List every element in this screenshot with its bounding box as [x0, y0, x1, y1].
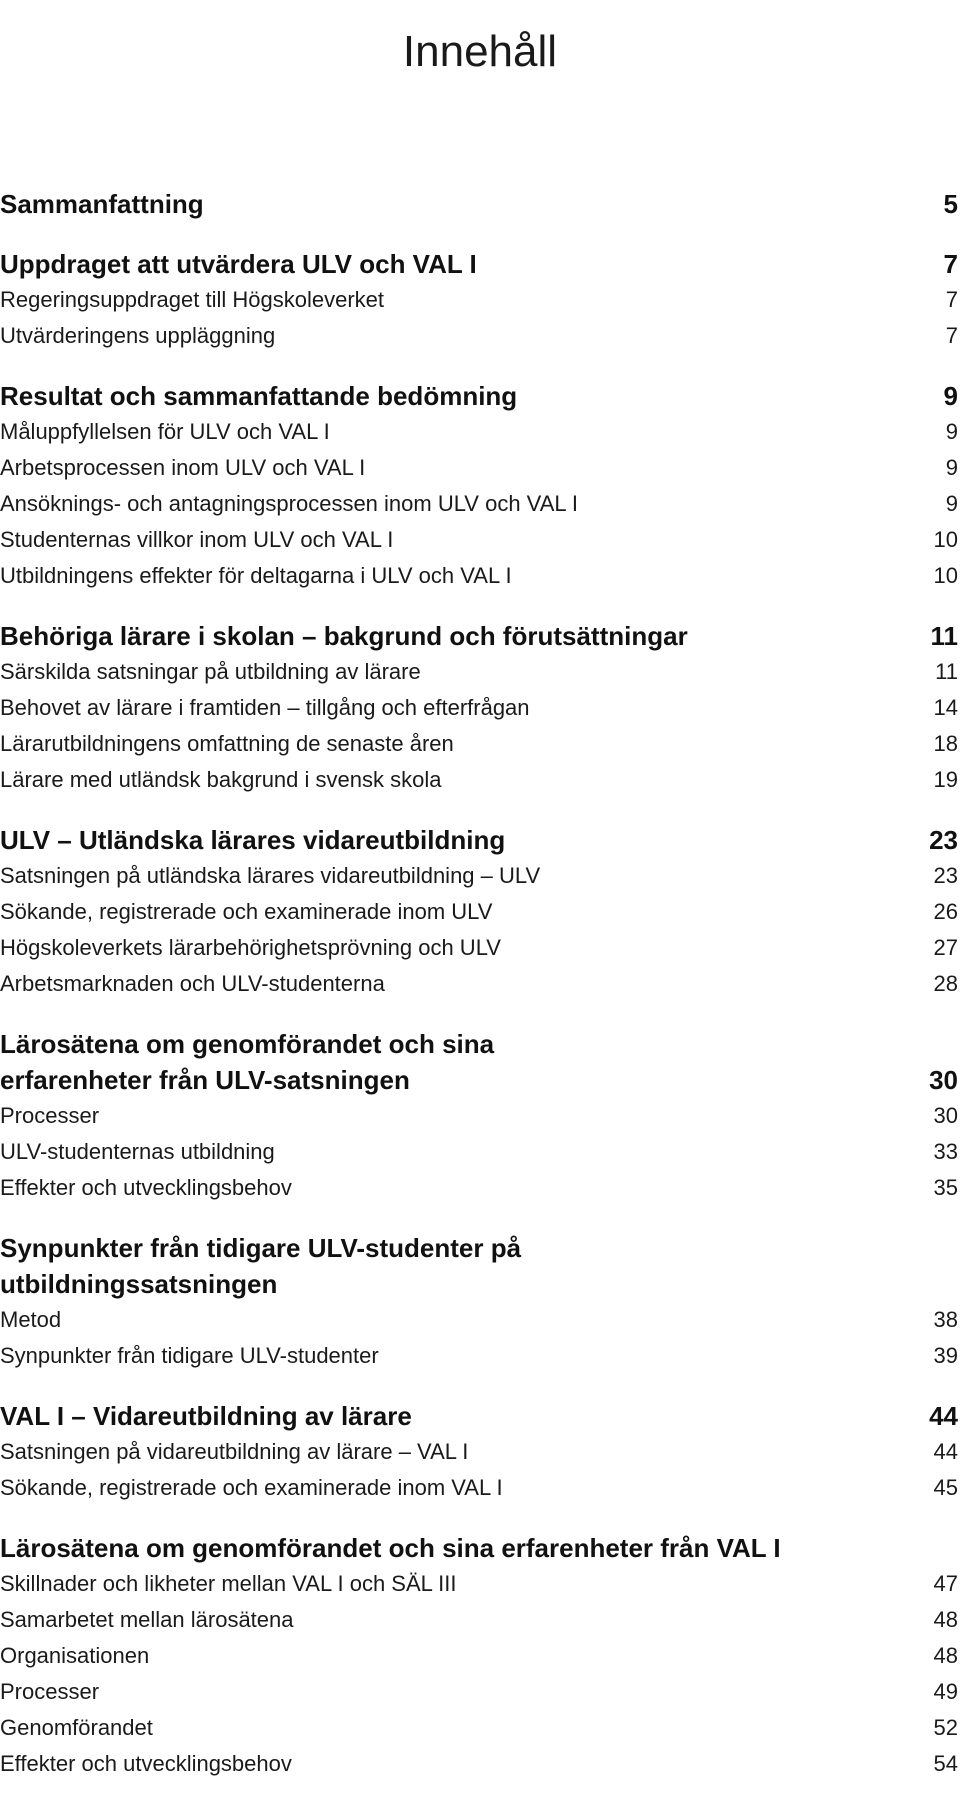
toc-section [0, 1026, 958, 1206]
toc-entry-page: 9 [945, 455, 958, 480]
toc-heading-page: 30 [929, 1065, 958, 1095]
toc-entry[interactable] [0, 450, 958, 486]
toc-entry-title: Sökande, registrerade och examinerade inom VAL I [0, 1475, 503, 1500]
toc-entry-title: Organisationen [0, 1643, 150, 1668]
toc-entry[interactable] [0, 726, 958, 762]
toc-entry-title: Processer [0, 1103, 100, 1128]
toc-entry-page: 10 [933, 527, 958, 552]
toc-entry-title: Utbildningens effekter för deltagarna i ULV och VAL I [0, 563, 512, 588]
toc-entry-title: Sökande, registrerade och examinerade inom ULV [0, 899, 493, 924]
toc-entry[interactable] [0, 1170, 958, 1206]
toc-entry-title: Arbetsmarknaden och ULV-studenterna [0, 971, 385, 996]
toc-heading-page: 23 [929, 825, 958, 855]
toc-entry-page: 39 [933, 1343, 958, 1368]
toc-entry[interactable] [0, 762, 958, 798]
toc-entry-title: Satsningen på vidareutbildning av lärare – VAL I [0, 1439, 469, 1464]
toc-heading[interactable] [0, 822, 958, 858]
toc-entry[interactable] [0, 1338, 958, 1374]
toc-heading-title: Sammanfattning [0, 189, 204, 219]
toc-heading-title: Resultat och sammanfattande bedömning [0, 381, 518, 411]
toc-heading-page: 7 [943, 249, 958, 279]
toc-entry[interactable] [0, 1434, 958, 1470]
toc-section [0, 1398, 958, 1506]
toc-heading-page: 44 [929, 1401, 958, 1431]
toc-entry[interactable] [0, 318, 958, 354]
toc-entry-page: 48 [933, 1607, 958, 1632]
toc-entry-title: Regeringsuppdraget till Högskoleverket [0, 287, 384, 312]
toc-entry-page: 47 [933, 1571, 958, 1596]
toc-entry[interactable] [0, 858, 958, 894]
toc-entry-page: 52 [933, 1715, 958, 1740]
toc-entry-page: 38 [933, 1307, 958, 1332]
toc-entry-title: Ansöknings- och antagningsprocessen inom ULV och VAL I [0, 491, 579, 516]
toc-heading-page: 5 [943, 189, 958, 219]
toc-section [0, 1230, 958, 1374]
toc-entry-title: Skillnader och likheter mellan VAL I och SÄL III [0, 1571, 457, 1596]
toc-entry[interactable] [0, 486, 958, 522]
toc-entry-page: 7 [945, 323, 958, 348]
toc-heading-title: Synpunkter från tidigare ULV-studenter på utbildningssatsningen [0, 1233, 522, 1299]
toc-entry-page: 11 [935, 659, 958, 684]
toc-heading[interactable] [0, 1530, 958, 1566]
toc-entry[interactable] [0, 1098, 958, 1134]
toc-entry-title: ULV-studenternas utbildning [0, 1139, 275, 1164]
toc-entry-page: 27 [933, 935, 958, 960]
toc-entry-title: Processer [0, 1679, 100, 1704]
toc-entry[interactable] [0, 1602, 958, 1638]
toc-heading-title: Behöriga lärare i skolan – bakgrund och förutsättningar [0, 621, 688, 651]
toc-entry[interactable] [0, 1710, 958, 1746]
toc-entry-page: 45 [933, 1475, 958, 1500]
toc-entry[interactable] [0, 1134, 958, 1170]
toc-heading[interactable] [0, 378, 958, 414]
toc-heading[interactable] [0, 186, 958, 222]
toc-entry-page: 26 [933, 899, 958, 924]
toc-entry-title: Högskoleverkets lärarbehörighetsprövning och ULV [0, 935, 501, 960]
toc-entry-page: 49 [933, 1679, 958, 1704]
toc-entry-title: Måluppfyllelsen för ULV och VAL I [0, 419, 330, 444]
toc-entry-title: Studenternas villkor inom ULV och VAL I [0, 527, 394, 552]
toc-entry[interactable] [0, 1470, 958, 1506]
toc-heading-title: VAL I – Vidareutbildning av lärare [0, 1401, 412, 1431]
toc-entry-page: 28 [933, 971, 958, 996]
toc-entry[interactable] [0, 894, 958, 930]
toc-entry-page: 30 [933, 1103, 958, 1128]
toc-entry-page: 7 [945, 287, 958, 312]
toc-entry-title: Genomförandet [0, 1715, 153, 1740]
toc-entry[interactable] [0, 966, 958, 1002]
toc-entry-page: 9 [945, 419, 958, 444]
toc-heading[interactable] [0, 1230, 958, 1302]
toc-entry-title: Metod [0, 1307, 62, 1332]
toc-entry-title: Effekter och utvecklingsbehov [0, 1751, 292, 1776]
toc-heading-page: 11 [930, 621, 958, 651]
toc-entry[interactable] [0, 1746, 958, 1782]
toc-entry-page: 23 [933, 863, 958, 888]
toc-entry-page: 44 [933, 1439, 958, 1464]
toc-entry-page: 35 [933, 1175, 958, 1200]
toc-entry-title: Samarbetet mellan lärosätena [0, 1607, 294, 1632]
page-title: Innehåll [402, 27, 558, 77]
toc-entry-title: Effekter och utvecklingsbehov [0, 1175, 292, 1200]
toc-heading[interactable] [0, 618, 958, 654]
toc-entry-title: Särskilda satsningar på utbildning av lärare [0, 659, 421, 684]
toc-entry-title: Lärare med utländsk bakgrund i svensk skola [0, 767, 442, 792]
toc-entry-page: 48 [933, 1643, 958, 1668]
toc-entry[interactable] [0, 1302, 958, 1338]
toc-heading[interactable] [0, 246, 958, 282]
toc-entry[interactable] [0, 1674, 958, 1710]
toc-entry[interactable] [0, 690, 958, 726]
toc-entry-title: Lärarutbildningens omfattning de senaste åren [0, 731, 454, 756]
toc-entry-title: Utvärderingens uppläggning [0, 323, 276, 348]
toc-entry[interactable] [0, 654, 958, 690]
toc-entry-page: 33 [933, 1139, 958, 1164]
toc-entry-page: 19 [933, 767, 958, 792]
table-of-contents [0, 186, 958, 1806]
toc-section [0, 822, 958, 1002]
toc-entry-page: 14 [933, 695, 958, 720]
toc-entry[interactable] [0, 522, 958, 558]
toc-entry-page: 10 [933, 563, 958, 588]
toc-entry[interactable] [0, 1566, 958, 1602]
toc-heading[interactable] [0, 1026, 958, 1098]
toc-entry-title: Arbetsprocessen inom ULV och VAL I [0, 455, 366, 480]
toc-entry-page: 9 [945, 491, 958, 516]
toc-entry[interactable] [0, 1638, 958, 1674]
toc-section [0, 618, 958, 798]
toc-heading-title: Lärosätena om genomförandet och sina erfarenheter från ULV-satsningen [0, 1029, 495, 1095]
toc-entry-title: Satsningen på utländska lärares vidareutbildning – ULV [0, 863, 541, 888]
toc-heading-title: Uppdraget att utvärdera ULV och VAL I [0, 249, 477, 279]
toc-entry[interactable] [0, 930, 958, 966]
toc-section [0, 246, 958, 354]
toc-section [0, 1530, 958, 1782]
toc-heading-title: Lärosätena om genomförandet och sina erfarenheter från VAL I [0, 1533, 781, 1563]
toc-entry[interactable] [0, 414, 958, 450]
toc-heading-page: 9 [943, 381, 958, 411]
toc-entry-page: 18 [933, 731, 958, 756]
toc-entry-title: Behovet av lärare i framtiden – tillgång och efterfrågan [0, 695, 530, 720]
toc-entry-page: 54 [933, 1751, 958, 1776]
toc-section [0, 378, 958, 594]
toc-entry[interactable] [0, 282, 958, 318]
toc-heading[interactable] [0, 1398, 958, 1434]
toc-heading-title: ULV – Utländska lärares vidareutbildning [0, 825, 506, 855]
toc-section [0, 186, 958, 222]
toc-entry[interactable] [0, 558, 958, 594]
toc-entry-title: Synpunkter från tidigare ULV-studenter [0, 1343, 379, 1368]
